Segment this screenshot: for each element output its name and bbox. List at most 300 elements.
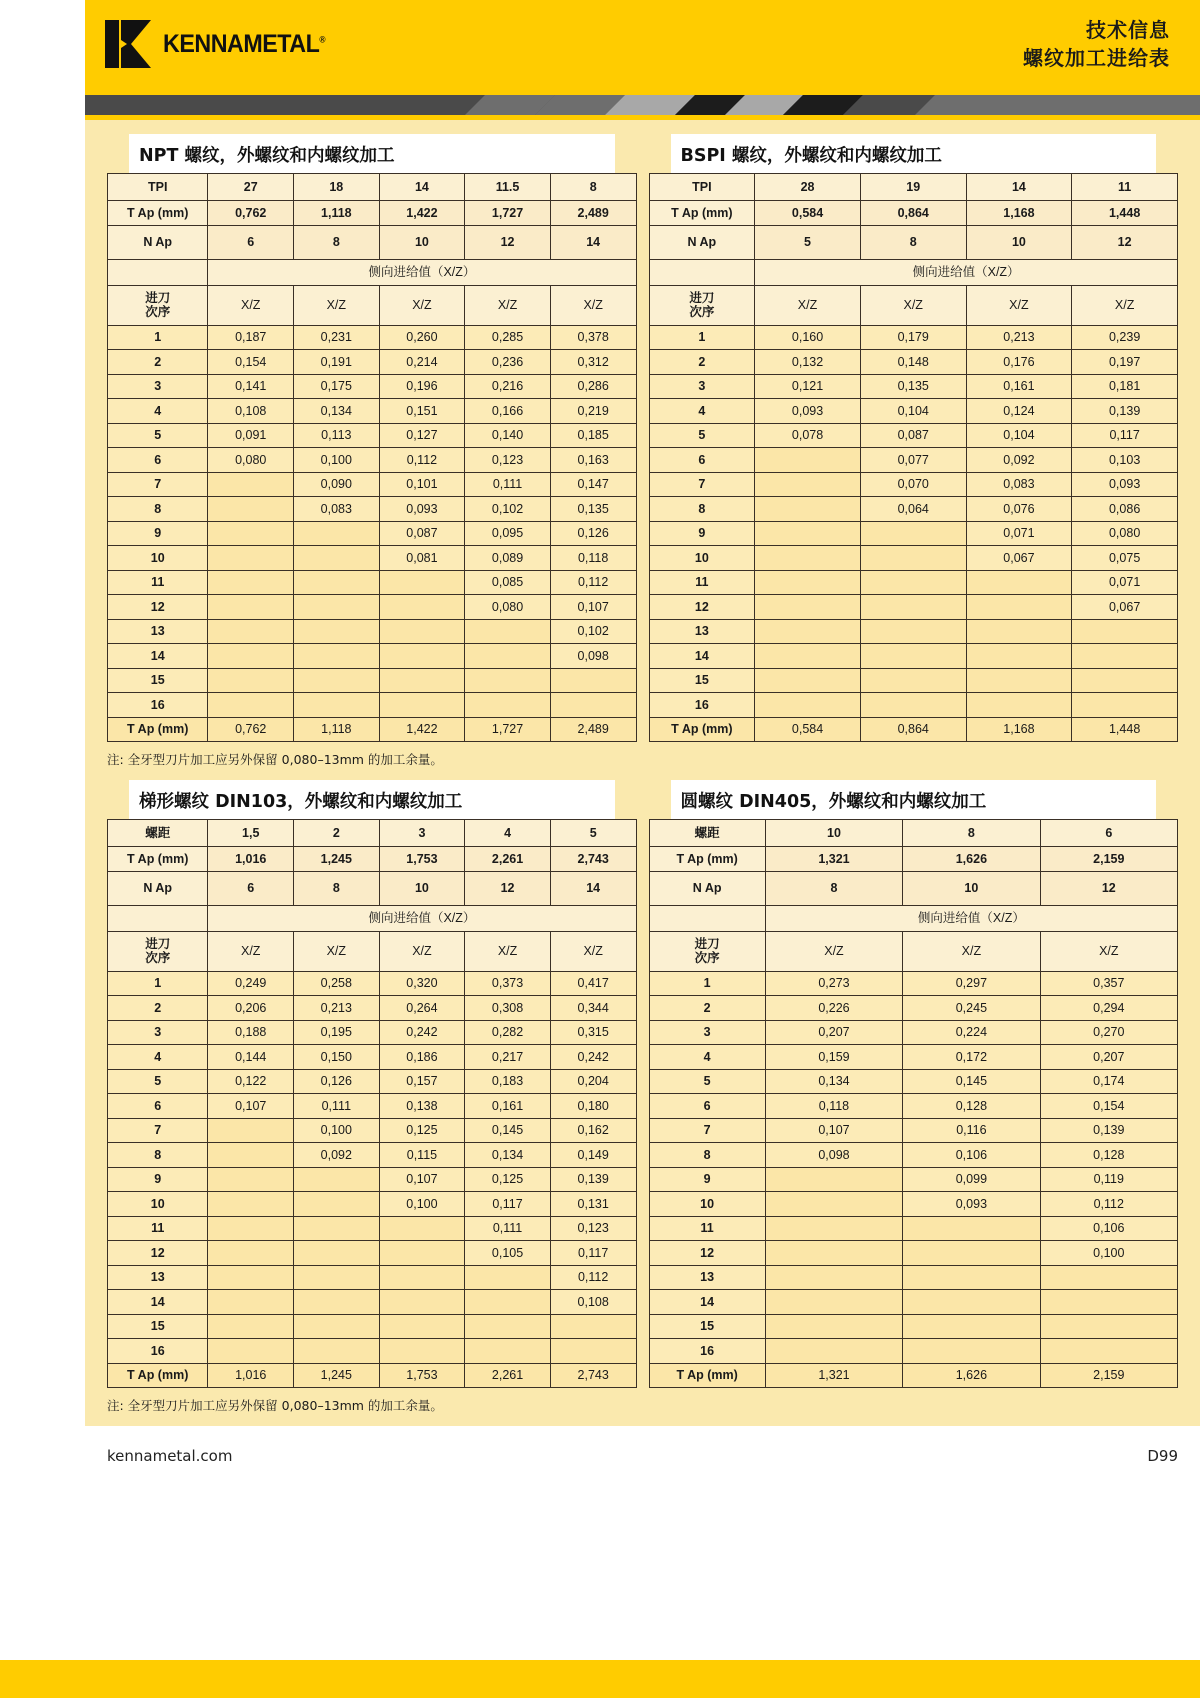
- t-ap-value: 0,864: [860, 717, 966, 742]
- pass-index: 9: [649, 1167, 765, 1192]
- table-row: [649, 644, 1178, 669]
- xz-column-header: X/Z: [208, 931, 294, 971]
- pass-index: 16: [649, 693, 755, 718]
- t-ap-value: 2,743: [550, 847, 636, 872]
- feed-value-cell: [294, 693, 380, 718]
- column-header-value: 10: [765, 820, 902, 847]
- feed-table-din103: [107, 819, 637, 1388]
- feed-value-cell: [294, 1192, 380, 1217]
- table-row: [649, 693, 1178, 718]
- feed-value-cell: [208, 1314, 294, 1339]
- pass-index: 4: [649, 1045, 765, 1070]
- feed-value-cell: [1040, 1314, 1177, 1339]
- pass-sequence-label: 进刀 次序: [108, 285, 208, 325]
- table-row: [649, 1094, 1178, 1119]
- feed-value-cell: 0,112: [1040, 1192, 1177, 1217]
- feed-value-cell: 0,064: [860, 497, 966, 522]
- xz-column-header: X/Z: [294, 931, 380, 971]
- title-row-2: [107, 780, 1178, 819]
- table-row: [108, 1290, 637, 1315]
- n-ap-value: 12: [1072, 225, 1178, 259]
- pass-index: 16: [108, 1339, 208, 1364]
- feed-value-cell: 0,104: [966, 423, 1072, 448]
- title-row-1: [107, 134, 1178, 173]
- feed-value-cell: 0,116: [903, 1118, 1040, 1143]
- t-ap-footer-row: [108, 717, 637, 742]
- header-title-secondary: 螺纹加工进给表: [1023, 46, 1170, 70]
- xz-column-header: X/Z: [465, 931, 551, 971]
- pass-index: 2: [108, 996, 208, 1021]
- feed-value-cell: 0,092: [966, 448, 1072, 473]
- table-row: [649, 399, 1178, 424]
- table-row: [649, 325, 1178, 350]
- row-label: N Ap: [649, 871, 765, 905]
- feed-value-cell: [465, 1314, 551, 1339]
- feed-value-cell: 0,115: [379, 1143, 465, 1168]
- feed-value-cell: [755, 693, 861, 718]
- row-label: TPI: [649, 174, 755, 201]
- table-row: [649, 521, 1178, 546]
- title-cell-npt: [107, 134, 637, 173]
- feed-value-cell: 0,286: [550, 374, 636, 399]
- feed-value-cell: [860, 693, 966, 718]
- xz-column-header: X/Z: [1072, 285, 1178, 325]
- feed-value-cell: 0,161: [966, 374, 1072, 399]
- feed-value-cell: 0,270: [1040, 1020, 1177, 1045]
- t-ap-value: 2,261: [465, 847, 551, 872]
- feed-value-cell: 0,159: [765, 1045, 902, 1070]
- pass-index: 3: [649, 374, 755, 399]
- side-feed-banner-row: [649, 905, 1178, 931]
- feed-value-cell: [294, 1241, 380, 1266]
- t-ap-value: 1,448: [1072, 201, 1178, 226]
- row-label: N Ap: [108, 871, 208, 905]
- pass-sequence-label: 进刀 次序: [649, 285, 755, 325]
- feed-value-cell: 0,207: [765, 1020, 902, 1045]
- feed-value-cell: [379, 1216, 465, 1241]
- table-row: [649, 1216, 1178, 1241]
- t-ap-value: 0,584: [755, 201, 861, 226]
- t-ap-value: 2,489: [550, 201, 636, 226]
- pass-index: 7: [649, 1118, 765, 1143]
- table-row: [108, 1143, 637, 1168]
- xz-column-header: X/Z: [966, 285, 1072, 325]
- xz-header-row: [108, 931, 637, 971]
- t-ap-value: 1,168: [966, 717, 1072, 742]
- table-row: [108, 1167, 637, 1192]
- feed-value-cell: 0,128: [903, 1094, 1040, 1119]
- pass-index: 16: [649, 1339, 765, 1364]
- feed-value-cell: 0,111: [294, 1094, 380, 1119]
- feed-value-cell: 0,144: [208, 1045, 294, 1070]
- table-row: [108, 1020, 637, 1045]
- feed-value-cell: 0,076: [966, 497, 1072, 522]
- feed-value-cell: [1072, 668, 1178, 693]
- feed-value-cell: 0,140: [465, 423, 551, 448]
- n-ap-row: [649, 225, 1178, 259]
- feed-value-cell: 0,213: [294, 996, 380, 1021]
- xz-column-header: X/Z: [550, 931, 636, 971]
- t-ap-value: 1,168: [966, 201, 1072, 226]
- feed-value-cell: 0,117: [465, 1192, 551, 1217]
- feed-value-cell: [465, 1339, 551, 1364]
- pass-index: 15: [108, 1314, 208, 1339]
- feed-value-cell: [765, 1241, 902, 1266]
- feed-value-cell: [860, 644, 966, 669]
- n-ap-value: 8: [294, 871, 380, 905]
- pass-index: 15: [649, 668, 755, 693]
- feed-value-cell: [208, 472, 294, 497]
- table-row: [108, 595, 637, 620]
- registered-mark: ®: [319, 34, 326, 45]
- table-row: [108, 1216, 637, 1241]
- n-ap-value: 10: [966, 225, 1072, 259]
- t-ap-value: 1,016: [208, 1363, 294, 1388]
- pass-index: 14: [649, 1290, 765, 1315]
- feed-value-cell: [1040, 1265, 1177, 1290]
- n-ap-row: [108, 225, 637, 259]
- feed-value-cell: [208, 521, 294, 546]
- pass-index: 8: [108, 497, 208, 522]
- feed-value-cell: 0,216: [465, 374, 551, 399]
- t-ap-value: 2,489: [550, 717, 636, 742]
- feed-value-cell: 0,103: [1072, 448, 1178, 473]
- feed-value-cell: 0,075: [1072, 546, 1178, 571]
- feed-value-cell: 0,417: [550, 971, 636, 996]
- feed-value-cell: 0,071: [966, 521, 1072, 546]
- feed-value-cell: 0,134: [465, 1143, 551, 1168]
- t-ap-value: 1,753: [379, 847, 465, 872]
- column-header-value: 4: [465, 820, 551, 847]
- table-row: [108, 399, 637, 424]
- feed-value-cell: 0,091: [208, 423, 294, 448]
- column-header-value: 14: [966, 174, 1072, 201]
- table-row: [649, 595, 1178, 620]
- pass-index: 1: [108, 971, 208, 996]
- xz-column-header: X/Z: [465, 285, 551, 325]
- table-row: [649, 1167, 1178, 1192]
- t-ap-value: 1,753: [379, 1363, 465, 1388]
- feed-value-cell: [966, 668, 1072, 693]
- feed-value-cell: [755, 668, 861, 693]
- panel-group-2: [85, 780, 1200, 1426]
- feed-value-cell: [765, 1314, 902, 1339]
- t-ap-value: 1,321: [765, 1363, 902, 1388]
- feed-value-cell: [379, 1290, 465, 1315]
- t-ap-value: 0,762: [208, 717, 294, 742]
- feed-value-cell: 0,139: [550, 1167, 636, 1192]
- feed-value-cell: 0,242: [550, 1045, 636, 1070]
- feed-value-cell: 0,175: [294, 374, 380, 399]
- feed-value-cell: [755, 595, 861, 620]
- feed-value-cell: 0,273: [765, 971, 902, 996]
- feed-value-cell: 0,242: [379, 1020, 465, 1045]
- feed-value-cell: 0,081: [379, 546, 465, 571]
- table-row: [649, 497, 1178, 522]
- feed-value-cell: 0,117: [550, 1241, 636, 1266]
- feed-value-cell: [208, 1216, 294, 1241]
- table-row: [108, 1118, 637, 1143]
- n-ap-value: 12: [465, 225, 551, 259]
- pass-index: 2: [649, 350, 755, 375]
- pass-index: 14: [108, 644, 208, 669]
- feed-value-cell: 0,195: [294, 1020, 380, 1045]
- table-wrap-din405: [649, 819, 1179, 1388]
- feed-value-cell: 0,181: [1072, 374, 1178, 399]
- pass-index: 13: [108, 1265, 208, 1290]
- row-label: T Ap (mm): [108, 847, 208, 872]
- feed-value-cell: [208, 1290, 294, 1315]
- feed-value-cell: [966, 693, 1072, 718]
- feed-value-cell: [208, 570, 294, 595]
- pass-index: 10: [108, 546, 208, 571]
- table-row: [108, 644, 637, 669]
- row-label: 螺距: [649, 820, 765, 847]
- feed-value-cell: 0,105: [465, 1241, 551, 1266]
- feed-value-cell: 0,128: [1040, 1143, 1177, 1168]
- n-ap-value: 14: [550, 225, 636, 259]
- feed-value-cell: [294, 644, 380, 669]
- xz-column-header: X/Z: [294, 285, 380, 325]
- pass-index: 3: [649, 1020, 765, 1045]
- feed-value-cell: [903, 1290, 1040, 1315]
- t-ap-value: 1,626: [903, 847, 1040, 872]
- table-row: [108, 996, 637, 1021]
- n-ap-value: 10: [903, 871, 1040, 905]
- feed-value-cell: 0,258: [294, 971, 380, 996]
- feed-value-cell: 0,080: [208, 448, 294, 473]
- pass-index: 12: [108, 595, 208, 620]
- table-row: [108, 350, 637, 375]
- n-ap-value: 14: [550, 871, 636, 905]
- feed-value-cell: 0,090: [294, 472, 380, 497]
- feed-value-cell: 0,093: [755, 399, 861, 424]
- section-title-din103: 梯形螺纹 DIN103，外螺纹和内螺纹加工: [139, 792, 463, 812]
- feed-value-cell: 0,344: [550, 996, 636, 1021]
- pass-index: 5: [108, 423, 208, 448]
- feed-value-cell: 0,087: [860, 423, 966, 448]
- feed-value-cell: [208, 1118, 294, 1143]
- feed-value-cell: 0,172: [903, 1045, 1040, 1070]
- pass-index: 14: [108, 1290, 208, 1315]
- feed-value-cell: [465, 668, 551, 693]
- feed-value-cell: 0,264: [379, 996, 465, 1021]
- feed-value-cell: 0,104: [860, 399, 966, 424]
- feed-value-cell: 0,151: [379, 399, 465, 424]
- pass-index: 4: [649, 399, 755, 424]
- column-header-value: 14: [379, 174, 465, 201]
- n-ap-value: 6: [208, 871, 294, 905]
- feed-value-cell: 0,071: [1072, 570, 1178, 595]
- pass-index: 6: [108, 1094, 208, 1119]
- table-wrap-npt: [107, 173, 637, 742]
- column-header-value: 8: [550, 174, 636, 201]
- xz-header-row: [649, 285, 1178, 325]
- feed-value-cell: [208, 644, 294, 669]
- n-ap-value: 12: [1040, 871, 1177, 905]
- pass-index: 4: [108, 399, 208, 424]
- feed-value-cell: 0,119: [1040, 1167, 1177, 1192]
- table-row: [108, 1069, 637, 1094]
- feed-value-cell: 0,111: [465, 472, 551, 497]
- feed-value-cell: [294, 1216, 380, 1241]
- pass-index: 2: [108, 350, 208, 375]
- column-header-value: 5: [550, 820, 636, 847]
- feed-value-cell: 0,122: [208, 1069, 294, 1094]
- feed-value-cell: 0,077: [860, 448, 966, 473]
- feed-value-cell: [550, 1314, 636, 1339]
- feed-value-cell: 0,141: [208, 374, 294, 399]
- table-row: [649, 423, 1178, 448]
- feed-value-cell: 0,112: [550, 570, 636, 595]
- feed-value-cell: 0,174: [1040, 1069, 1177, 1094]
- feed-value-cell: [755, 546, 861, 571]
- feed-value-cell: 0,113: [294, 423, 380, 448]
- feed-value-cell: [765, 1265, 902, 1290]
- feed-value-cell: [294, 1265, 380, 1290]
- feed-value-cell: 0,080: [1072, 521, 1178, 546]
- t-ap-value: 1,321: [765, 847, 902, 872]
- feed-value-cell: 0,106: [1040, 1216, 1177, 1241]
- pass-index: 5: [649, 423, 755, 448]
- feed-value-cell: [294, 1339, 380, 1364]
- feed-value-cell: [755, 472, 861, 497]
- pass-index: 5: [649, 1069, 765, 1094]
- feed-value-cell: 0,160: [755, 325, 861, 350]
- feed-value-cell: 0,297: [903, 971, 1040, 996]
- feed-value-cell: 0,315: [550, 1020, 636, 1045]
- side-feed-banner-row: [108, 259, 637, 285]
- feed-value-cell: 0,147: [550, 472, 636, 497]
- feed-value-cell: [755, 570, 861, 595]
- feed-value-cell: 0,217: [465, 1045, 551, 1070]
- pass-index: 10: [649, 546, 755, 571]
- pass-index: 1: [649, 971, 765, 996]
- table-row: [649, 668, 1178, 693]
- pass-index: 12: [108, 1241, 208, 1266]
- feed-value-cell: 0,083: [294, 497, 380, 522]
- feed-value-cell: 0,166: [465, 399, 551, 424]
- table-row: [649, 570, 1178, 595]
- feed-value-cell: [966, 595, 1072, 620]
- feed-value-cell: 0,125: [379, 1118, 465, 1143]
- pass-index: 15: [649, 1314, 765, 1339]
- feed-value-cell: 0,134: [765, 1069, 902, 1094]
- section-title-bspi: BSPI 螺纹，外螺纹和内螺纹加工: [680, 146, 942, 166]
- feed-value-cell: [860, 619, 966, 644]
- row-label: T Ap (mm): [649, 1363, 765, 1388]
- feed-value-cell: 0,312: [550, 350, 636, 375]
- feed-value-cell: 0,107: [765, 1118, 902, 1143]
- feed-value-cell: [966, 644, 1072, 669]
- feed-value-cell: [1072, 693, 1178, 718]
- xz-column-header: X/Z: [903, 931, 1040, 971]
- table-row: [649, 1020, 1178, 1045]
- feed-value-cell: 0,067: [1072, 595, 1178, 620]
- side-feed-label: 侧向进给值（X/Z）: [208, 259, 636, 285]
- feed-value-cell: 0,080: [465, 595, 551, 620]
- xz-column-header: X/Z: [379, 285, 465, 325]
- feed-value-cell: [903, 1314, 1040, 1339]
- pass-index: 12: [649, 595, 755, 620]
- left-margin: [0, 0, 85, 1698]
- feed-value-cell: [465, 644, 551, 669]
- side-feed-label: 侧向进给值（X/Z）: [755, 259, 1178, 285]
- n-ap-value: 10: [379, 225, 465, 259]
- footer-website-link[interactable]: kennametal.com: [107, 1447, 233, 1465]
- t-ap-value: 0,584: [755, 717, 861, 742]
- pass-index: 7: [108, 1118, 208, 1143]
- table-row: [649, 374, 1178, 399]
- table-row: [108, 423, 637, 448]
- table-row: [649, 1192, 1178, 1217]
- feed-value-cell: 0,219: [550, 399, 636, 424]
- title-cell-din103: [107, 780, 637, 819]
- feed-value-cell: 0,125: [465, 1167, 551, 1192]
- feed-value-cell: 0,083: [966, 472, 1072, 497]
- t-ap-value: 1,626: [903, 1363, 1040, 1388]
- feed-value-cell: [208, 1241, 294, 1266]
- feed-value-cell: 0,112: [550, 1265, 636, 1290]
- feed-value-cell: [1072, 644, 1178, 669]
- xz-header-row: [649, 931, 1178, 971]
- feed-value-cell: 0,150: [294, 1045, 380, 1070]
- feed-value-cell: [379, 1314, 465, 1339]
- kennametal-logo: [105, 18, 337, 70]
- n-ap-value: 8: [860, 225, 966, 259]
- feed-value-cell: [294, 1314, 380, 1339]
- pass-index: 3: [108, 374, 208, 399]
- pass-index: 11: [649, 570, 755, 595]
- feed-value-cell: 0,207: [1040, 1045, 1177, 1070]
- feed-value-cell: 0,102: [465, 497, 551, 522]
- t-ap-value: 1,727: [465, 717, 551, 742]
- feed-value-cell: 0,099: [903, 1167, 1040, 1192]
- feed-value-cell: 0,179: [860, 325, 966, 350]
- pass-index: 9: [108, 521, 208, 546]
- t-ap-value: 0,762: [208, 201, 294, 226]
- table-row: [649, 1045, 1178, 1070]
- feed-value-cell: 0,138: [379, 1094, 465, 1119]
- feed-value-cell: [755, 521, 861, 546]
- table-row: [108, 1265, 637, 1290]
- table-row: [649, 1069, 1178, 1094]
- row-label: 螺距: [108, 820, 208, 847]
- note-1: 注: 全牙型刀片加工应另外保留 0,080–13mm 的加工余量。: [107, 752, 443, 767]
- row-label: T Ap (mm): [649, 201, 755, 226]
- feed-value-cell: [294, 1167, 380, 1192]
- t-ap-value: 2,159: [1040, 847, 1177, 872]
- feed-value-cell: [966, 619, 1072, 644]
- pass-index: 2: [649, 996, 765, 1021]
- feed-value-cell: 0,118: [550, 546, 636, 571]
- n-ap-value: 12: [465, 871, 551, 905]
- feed-value-cell: 0,183: [465, 1069, 551, 1094]
- feed-value-cell: 0,078: [755, 423, 861, 448]
- section-title-bar-din103: [129, 780, 615, 819]
- feed-value-cell: [208, 668, 294, 693]
- feed-value-cell: [294, 595, 380, 620]
- feed-table-npt: [107, 173, 637, 742]
- empty-corner-cell: [649, 259, 755, 285]
- column-header-value: 19: [860, 174, 966, 201]
- t-ap-footer-row: [108, 1363, 637, 1388]
- feed-value-cell: 0,126: [550, 521, 636, 546]
- feed-value-cell: 0,260: [379, 325, 465, 350]
- feed-value-cell: 0,185: [550, 423, 636, 448]
- table-header-row: [649, 820, 1178, 847]
- column-header-value: 28: [755, 174, 861, 201]
